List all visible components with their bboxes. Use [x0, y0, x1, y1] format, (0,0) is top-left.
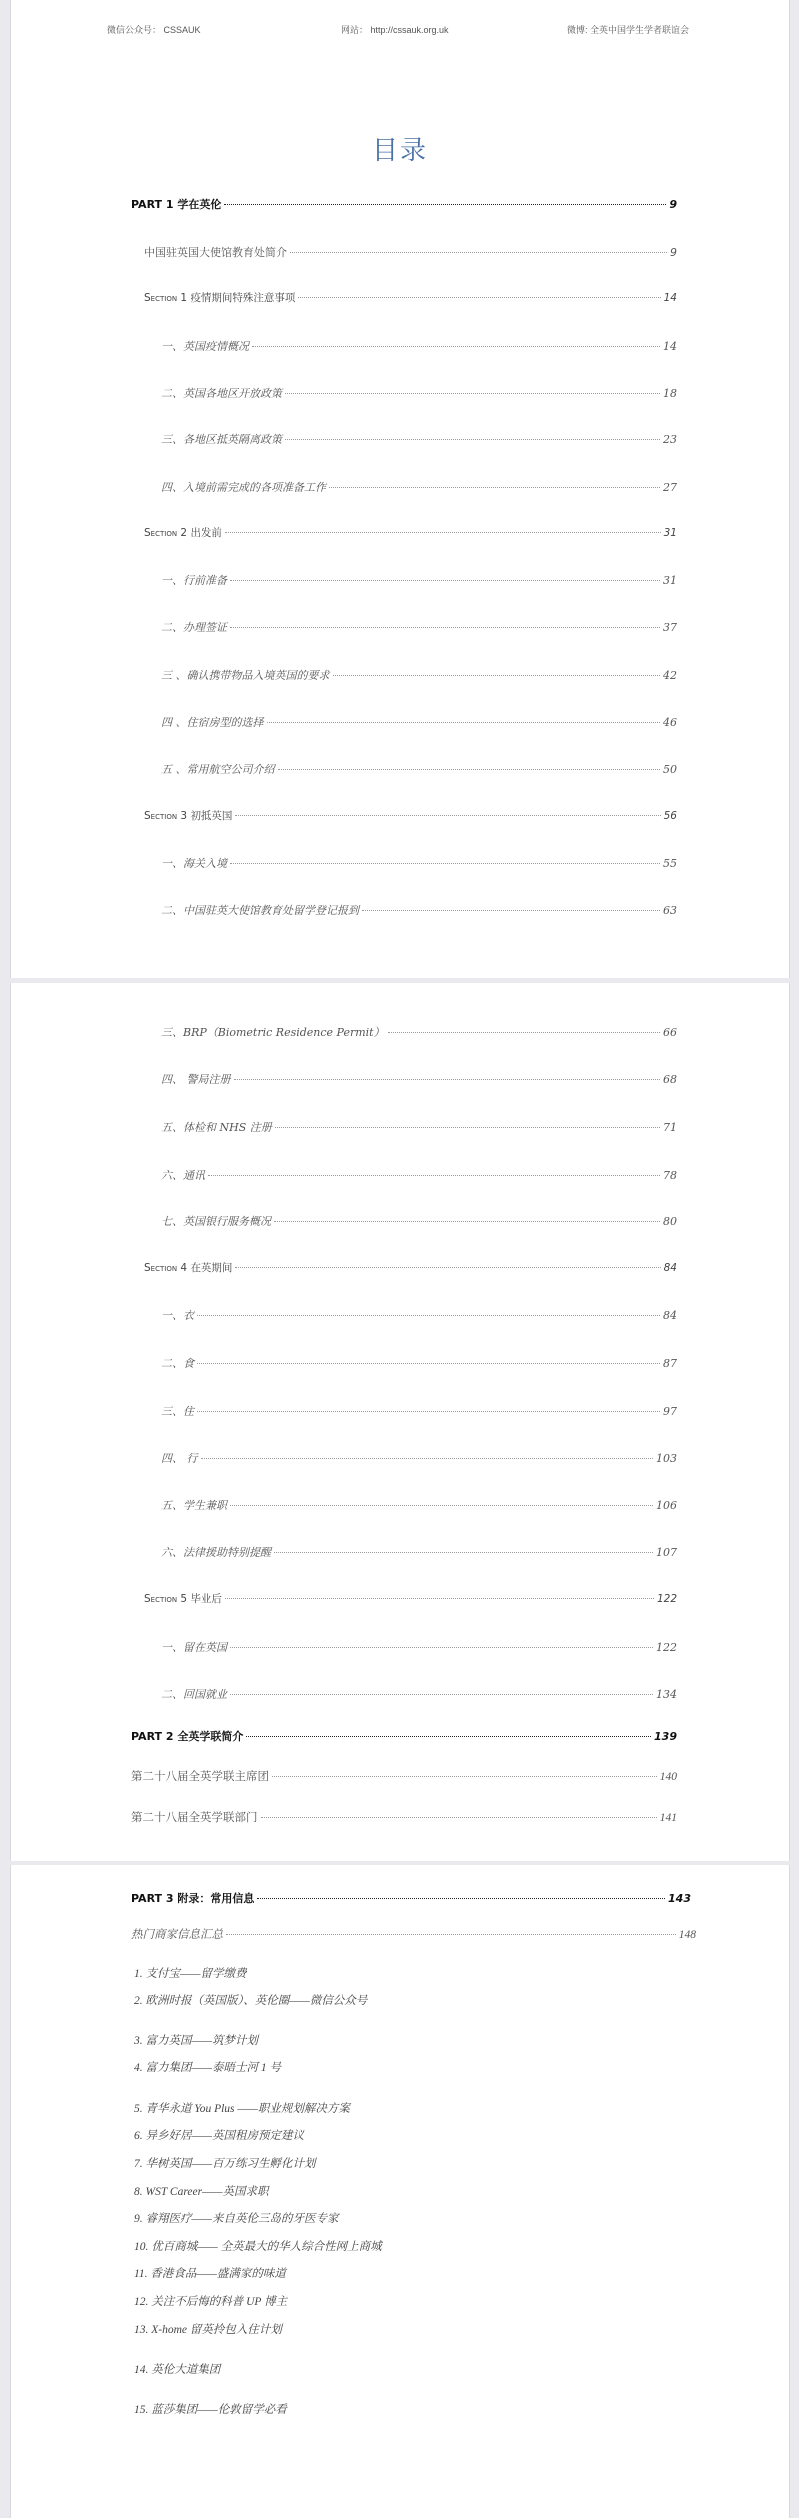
toc-page: 9 [669, 198, 677, 211]
toc-page: 23 [663, 433, 677, 446]
toc-entry[interactable] [161, 1497, 677, 1513]
toc-entry[interactable] [144, 244, 677, 260]
toc-page: 71 [663, 1121, 677, 1134]
toc-label: 热门商家信息汇总 [131, 1929, 223, 1941]
merchant-item[interactable]: 2. 欧洲时报（英国版）、英伦圈——微信公众号 [134, 1995, 368, 2007]
toc-section-prefix: Section 3 [144, 810, 188, 822]
merchant-item[interactable]: 4. 富力集团——泰晤士河 1 号 [134, 2062, 281, 2074]
toc-label: 六、法律援助特别提醒 [161, 1546, 271, 1559]
toc-label: 一、留在英国 [161, 1641, 227, 1654]
toc-page: 56 [663, 810, 677, 822]
toc-page: 9 [670, 246, 677, 259]
toc-page: 37 [663, 621, 677, 634]
toc-page: 14 [663, 340, 677, 353]
toc-page: 141 [659, 1812, 677, 1824]
toc-label: 三、BRP（Biometric Residence Permit） [161, 1026, 385, 1039]
toc-entry-section-5[interactable] [144, 1591, 677, 1606]
toc-title: 目录 [371, 136, 428, 166]
toc-page: 107 [656, 1546, 677, 1559]
toc-entry[interactable] [161, 1639, 677, 1655]
toc-page: 103 [656, 1452, 677, 1465]
toc-entry-section-4[interactable] [144, 1260, 677, 1275]
toc-entry-section-1[interactable] [144, 290, 677, 305]
toc-entry-section-3[interactable] [144, 808, 677, 823]
toc-page-3 [10, 1865, 790, 2518]
toc-page: 63 [663, 904, 677, 917]
toc-entry[interactable] [161, 761, 677, 777]
toc-entry[interactable] [161, 1024, 677, 1040]
toc-entry[interactable] [161, 714, 677, 730]
toc-page: 18 [663, 387, 677, 400]
toc-page: 50 [663, 763, 677, 776]
toc-label: 四、 警局注册 [161, 1073, 231, 1086]
merchant-item[interactable]: 7. 华树英国——百万练习生孵化计划 [134, 2158, 316, 2170]
toc-page: 134 [656, 1688, 677, 1701]
merchant-item[interactable]: 1. 支付宝——留学缴费 [134, 1968, 247, 1980]
merchant-item[interactable]: 6. 异乡好居——英国租房预定建议 [134, 2130, 304, 2142]
toc-page-2 [10, 983, 790, 1861]
toc-label: PART 3 附录：常用信息 [131, 1892, 255, 1905]
toc-label: 五、学生兼职 [161, 1499, 227, 1512]
toc-entry[interactable] [161, 667, 677, 683]
toc-section-prefix: Section 4 [144, 1262, 188, 1274]
toc-entry-part-1[interactable] [131, 196, 677, 212]
toc-label: 第二十八届全英学联主席团 [131, 1771, 269, 1783]
toc-page: 143 [668, 1892, 691, 1905]
toc-label: 四 、住宿房型的选择 [161, 716, 264, 729]
toc-entry[interactable] [161, 431, 677, 447]
toc-entry[interactable] [161, 1450, 677, 1466]
toc-label: 一、行前准备 [161, 574, 227, 587]
toc-label: 六、通讯 [161, 1169, 205, 1182]
toc-label: 四、入境前需完成的各项准备工作 [161, 481, 326, 494]
toc-page: 31 [663, 574, 677, 587]
toc-entry[interactable] [161, 1355, 677, 1371]
merchant-item[interactable]: 15. 蓝莎集团——伦敦留学必看 [134, 2404, 287, 2416]
toc-entry[interactable] [161, 572, 677, 588]
toc-entry[interactable] [161, 385, 677, 401]
merchant-item[interactable]: 13. X-home 留英拎包入住计划 [134, 2324, 282, 2336]
toc-label: 五 、常用航空公司介绍 [161, 763, 275, 776]
toc-label: 初抵英国 [190, 810, 233, 822]
toc-page: 80 [663, 1215, 677, 1228]
toc-page: 139 [654, 1730, 677, 1743]
toc-label: 三 、确认携带物品入境英国的要求 [161, 669, 330, 682]
toc-page: 46 [663, 716, 677, 729]
toc-page: 106 [656, 1499, 677, 1512]
toc-entry-section-2[interactable] [144, 525, 677, 540]
toc-label: 在英期间 [190, 1262, 233, 1274]
toc-label: 出发前 [190, 527, 222, 539]
toc-label: 二、办理签证 [161, 621, 227, 634]
toc-page: 140 [659, 1771, 677, 1783]
toc-label: 五、体检和 NHS 注册 [161, 1121, 272, 1134]
toc-page: 122 [656, 1593, 677, 1605]
toc-label: 一、海关入境 [161, 857, 227, 870]
toc-page: 55 [663, 857, 677, 870]
merchant-item[interactable]: 12. 关注不后悔的科普 UP 博主 [134, 2296, 288, 2308]
toc-entry-part-3[interactable] [131, 1890, 691, 1906]
toc-page: 84 [663, 1262, 677, 1274]
toc-label: 二、英国各地区开放政策 [161, 387, 282, 400]
toc-page: 122 [656, 1641, 677, 1654]
toc-page: 14 [663, 292, 677, 304]
merchant-item[interactable]: 3. 富力英国——筑梦计划 [134, 2035, 258, 2047]
header-weibo: 微博: 全英中国学生学者联谊会 [567, 25, 690, 35]
toc-section-prefix: Section 5 [144, 1593, 188, 1605]
toc-entry[interactable] [161, 1544, 677, 1560]
header-wechat: 微信公众号： CSSAUK [107, 25, 201, 35]
toc-entry[interactable] [161, 902, 677, 918]
toc-entry[interactable] [131, 1768, 677, 1784]
merchant-item[interactable]: 14. 英伦大道集团 [134, 2364, 221, 2376]
toc-entry-part-2[interactable] [131, 1728, 677, 1744]
toc-label: 四、 行 [161, 1452, 198, 1465]
toc-page: 84 [663, 1309, 677, 1322]
toc-entry[interactable] [161, 1686, 677, 1702]
toc-entry[interactable] [161, 1167, 677, 1183]
toc-label: 三、各地区抵英隔离政策 [161, 433, 282, 446]
toc-label: PART 2 全英学联简介 [131, 1730, 244, 1743]
toc-page: 66 [663, 1026, 677, 1039]
toc-label: 二、回国就业 [161, 1688, 227, 1701]
merchant-item[interactable]: 9. 睿翔医疗——来自英伦三岛的牙医专家 [134, 2213, 339, 2225]
toc-section-prefix: Section 2 [144, 527, 188, 539]
toc-label: 七、英国银行服务概况 [161, 1215, 271, 1228]
merchant-item[interactable]: 5. 青华永道 You Plus ——职业规划解决方案 [134, 2103, 350, 2115]
toc-label: 第二十八届全英学联部门 [131, 1812, 258, 1824]
toc-entry[interactable] [131, 1926, 696, 1942]
toc-page: 68 [663, 1073, 677, 1086]
toc-label: 毕业后 [190, 1593, 222, 1605]
toc-entry[interactable] [161, 1071, 677, 1087]
toc-entry[interactable] [161, 619, 677, 635]
toc-label: 二、食 [161, 1357, 194, 1370]
toc-label: 一、衣 [161, 1309, 194, 1322]
toc-page: 31 [663, 527, 677, 539]
toc-entry[interactable] [161, 1119, 677, 1135]
toc-section-prefix: Section 1 [144, 292, 188, 304]
toc-entry[interactable] [161, 1307, 677, 1323]
toc-entry[interactable] [161, 338, 677, 354]
toc-label: PART 1 学在英伦 [131, 198, 222, 211]
toc-page: 87 [663, 1357, 677, 1370]
toc-page: 78 [663, 1169, 677, 1182]
merchant-item[interactable]: 8. WST Career——英国求职 [134, 2186, 269, 2198]
toc-page: 148 [678, 1929, 696, 1941]
toc-entry[interactable] [161, 479, 677, 495]
header-website[interactable]: 网站： http://cssauk.org.uk [341, 25, 449, 35]
merchant-item[interactable]: 11. 香港食品——盛满家的味道 [134, 2268, 286, 2280]
toc-page: 27 [663, 481, 677, 494]
toc-label: 疫情期间特殊注意事项 [190, 292, 296, 304]
toc-entry[interactable] [131, 1809, 677, 1825]
toc-label: 二、中国驻英大使馆教育处留学登记报到 [161, 904, 359, 917]
merchant-item[interactable]: 10. 优百商城—— 全英最大的华人综合性网上商城 [134, 2241, 382, 2253]
toc-entry[interactable] [161, 1403, 677, 1419]
toc-page: 42 [663, 669, 677, 682]
toc-label: 三、住 [161, 1405, 194, 1418]
toc-entry[interactable] [161, 1213, 677, 1229]
toc-page: 97 [663, 1405, 677, 1418]
toc-entry[interactable] [161, 855, 677, 871]
toc-page-1 [10, 0, 790, 978]
toc-label: 一、英国疫情概况 [161, 340, 249, 353]
toc-label: 中国驻英国大使馆教育处简介 [144, 246, 287, 259]
